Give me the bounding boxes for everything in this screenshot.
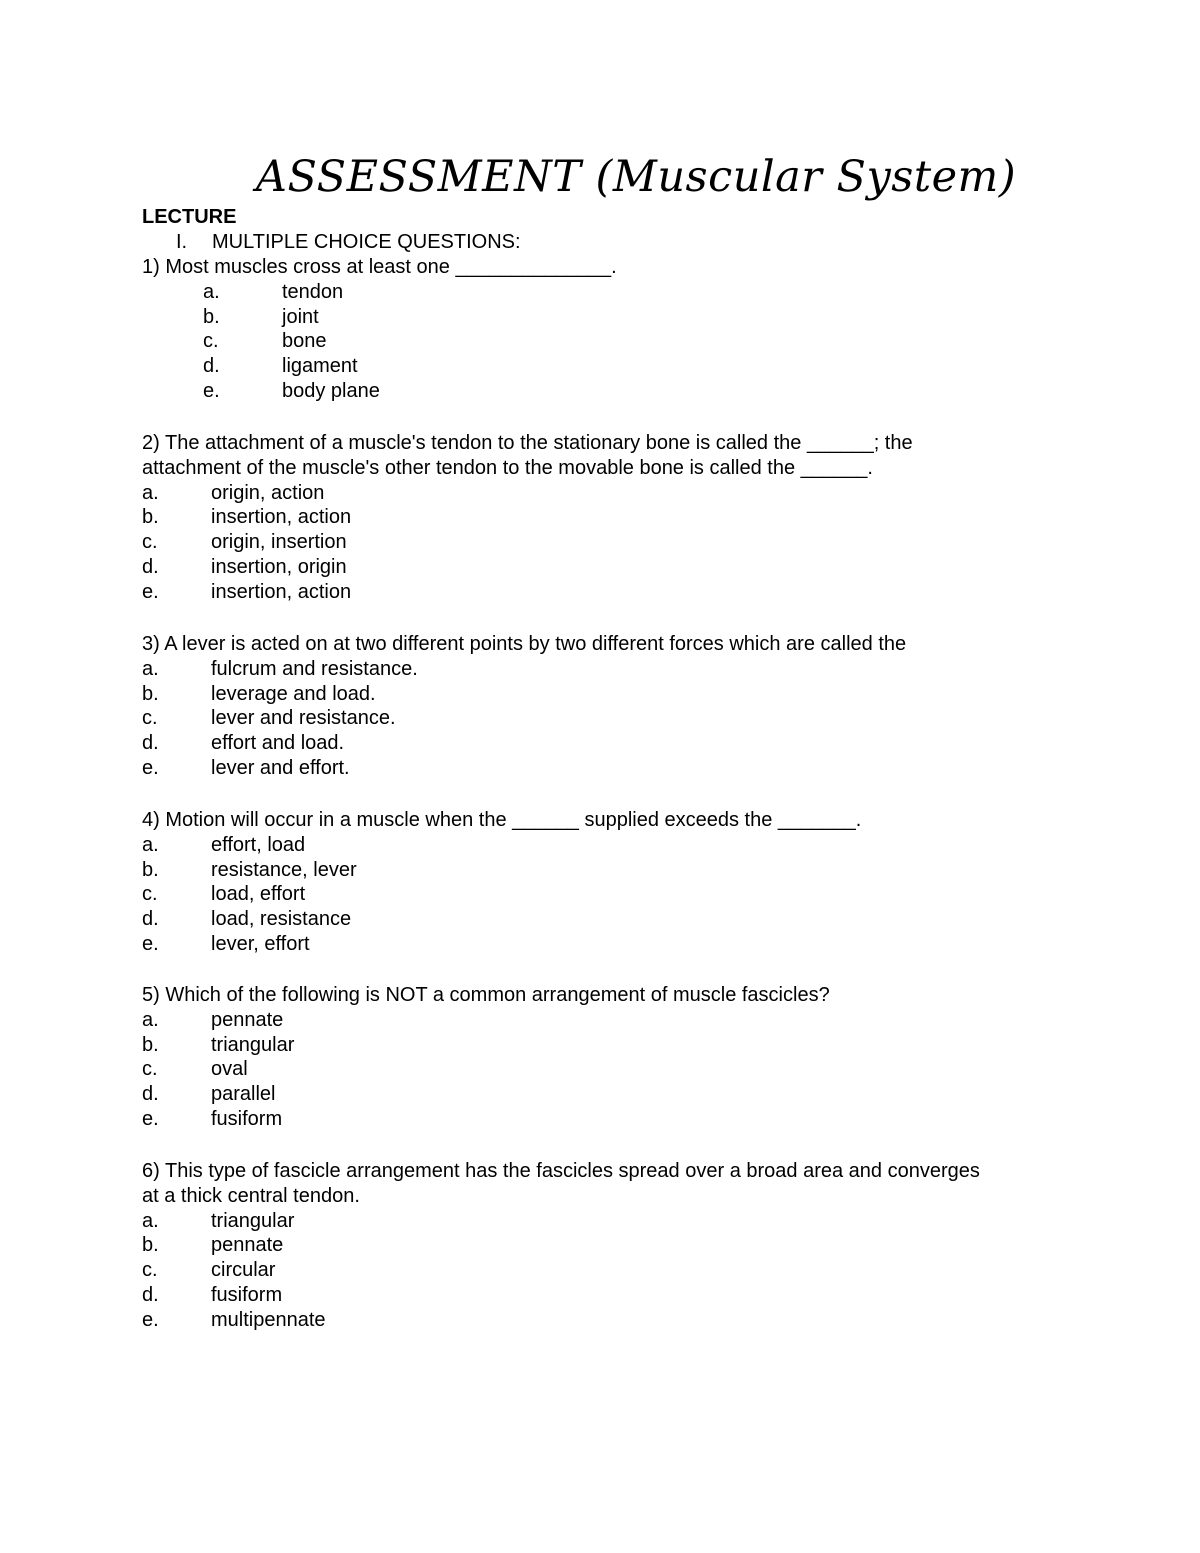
part-label: MULTIPLE CHOICE QUESTIONS: [212, 231, 521, 253]
option-text: bone [282, 330, 327, 353]
question-3 [142, 632, 1072, 781]
option-text: lever and effort. [211, 756, 350, 779]
option-text: oval [211, 1058, 248, 1081]
answer-option [142, 706, 1072, 731]
answer-option [142, 882, 1072, 907]
answer-option [142, 657, 1072, 682]
answer-option [142, 1033, 1072, 1058]
option-text: lever and resistance. [211, 707, 396, 730]
answer-option [142, 1008, 1072, 1033]
question-stem: 3) A lever is acted on at two different points by two different forces which are called the [142, 633, 907, 655]
option-letter: a. [142, 1008, 159, 1031]
option-letter: b. [203, 305, 220, 328]
option-text: origin, action [211, 481, 325, 504]
answer-option [142, 833, 1072, 858]
option-text: origin, insertion [211, 531, 347, 554]
option-text: effort and load. [211, 732, 345, 755]
question-stem: 1) Most muscles cross at least one ______________. [142, 256, 617, 278]
option-text: lever, effort [211, 932, 310, 955]
answer-option [142, 1107, 1072, 1132]
answer-option [142, 555, 1072, 580]
option-letter: e. [142, 580, 159, 603]
option-letter: c. [203, 330, 219, 353]
answer-option [142, 481, 1072, 506]
option-text: effort, load [211, 833, 306, 856]
option-letter: a. [142, 1209, 159, 1232]
answer-option [142, 280, 1072, 305]
option-letter: a. [203, 280, 220, 303]
part-heading [142, 230, 1042, 255]
option-letter: d. [142, 1083, 159, 1106]
option-text: resistance, lever [211, 858, 357, 881]
option-text: pennate [211, 1008, 284, 1031]
question-stem: 4) Motion will occur in a muscle when the ______ supplied exceeds the _______. [142, 809, 862, 831]
answer-option [142, 1283, 1072, 1308]
option-letter: d. [203, 355, 220, 378]
option-letter: d. [142, 555, 159, 578]
answer-option [142, 932, 1072, 957]
answer-option [142, 907, 1072, 932]
option-letter: a. [142, 481, 159, 504]
option-letter: e. [142, 1107, 159, 1130]
answer-option [142, 505, 1072, 530]
answer-option [142, 1057, 1072, 1082]
option-text: triangular [211, 1033, 295, 1056]
answer-option [142, 858, 1072, 883]
answer-option [142, 1209, 1072, 1234]
option-text: insertion, action [211, 580, 352, 603]
answer-option [142, 731, 1072, 756]
part-numeral: I. [176, 231, 188, 253]
answer-option [142, 1308, 1072, 1333]
option-letter: b. [142, 1234, 159, 1257]
option-letter: d. [142, 1283, 159, 1306]
question-stem: 2) The attachment of a muscle's tendon to the stationary bone is called the ______; the attachment of the muscle's other tendon to the movable bone is called the ______. [142, 432, 913, 479]
option-text: load, resistance [211, 908, 352, 931]
option-letter: c. [142, 1259, 158, 1282]
answer-option [142, 379, 1072, 404]
option-text: parallel [211, 1083, 276, 1106]
question-stem: 6) This type of fascicle arrangement has the fascicles spread over a broad area and converges at a thick central tendon. [142, 1160, 980, 1207]
option-text: multipennate [211, 1308, 326, 1331]
option-text: pennate [211, 1234, 284, 1257]
section-heading: LECTURE [142, 206, 237, 228]
option-letter: e. [142, 932, 159, 955]
option-text: circular [211, 1259, 276, 1282]
option-letter: c. [142, 1058, 158, 1081]
option-letter: d. [142, 908, 159, 931]
answer-option [142, 1258, 1072, 1283]
answer-option [142, 530, 1072, 555]
option-letter: c. [142, 883, 158, 906]
document-title: ASSESSMENT (Muscular System) [255, 152, 1017, 202]
option-letter: b. [142, 682, 159, 705]
option-text: fulcrum and resistance. [211, 657, 418, 680]
option-text: ligament [282, 355, 358, 378]
option-text: insertion, action [211, 506, 352, 529]
option-text: tendon [282, 280, 344, 303]
answer-option [142, 580, 1072, 605]
option-text: load, effort [211, 883, 306, 906]
option-text: body plane [282, 379, 380, 402]
answer-option [142, 329, 1072, 354]
question-6 [142, 1159, 1072, 1333]
question-5 [142, 983, 1072, 1132]
option-text: leverage and load. [211, 682, 376, 705]
answer-option [142, 305, 1072, 330]
option-letter: b. [142, 858, 159, 881]
question-2 [142, 431, 1072, 605]
option-letter: c. [142, 707, 158, 730]
question-4 [142, 808, 1072, 957]
option-text: joint [282, 305, 319, 328]
option-letter: d. [142, 732, 159, 755]
option-letter: e. [142, 756, 159, 779]
option-letter: e. [142, 1308, 159, 1331]
answer-option [142, 354, 1072, 379]
option-text: fusiform [211, 1107, 283, 1130]
answer-option [142, 756, 1072, 781]
option-text: fusiform [211, 1283, 283, 1306]
answer-option [142, 682, 1072, 707]
option-letter: a. [142, 833, 159, 856]
option-letter: b. [142, 1033, 159, 1056]
option-letter: c. [142, 531, 158, 554]
answer-option [142, 1082, 1072, 1107]
option-text: triangular [211, 1209, 295, 1232]
answer-option [142, 1233, 1072, 1258]
question-1 [142, 255, 1072, 404]
question-stem: 5) Which of the following is NOT a common arrangement of muscle fascicles? [142, 984, 830, 1006]
option-letter: a. [142, 657, 159, 680]
option-letter: e. [203, 379, 220, 402]
option-text: insertion, origin [211, 555, 347, 578]
option-letter: b. [142, 506, 159, 529]
